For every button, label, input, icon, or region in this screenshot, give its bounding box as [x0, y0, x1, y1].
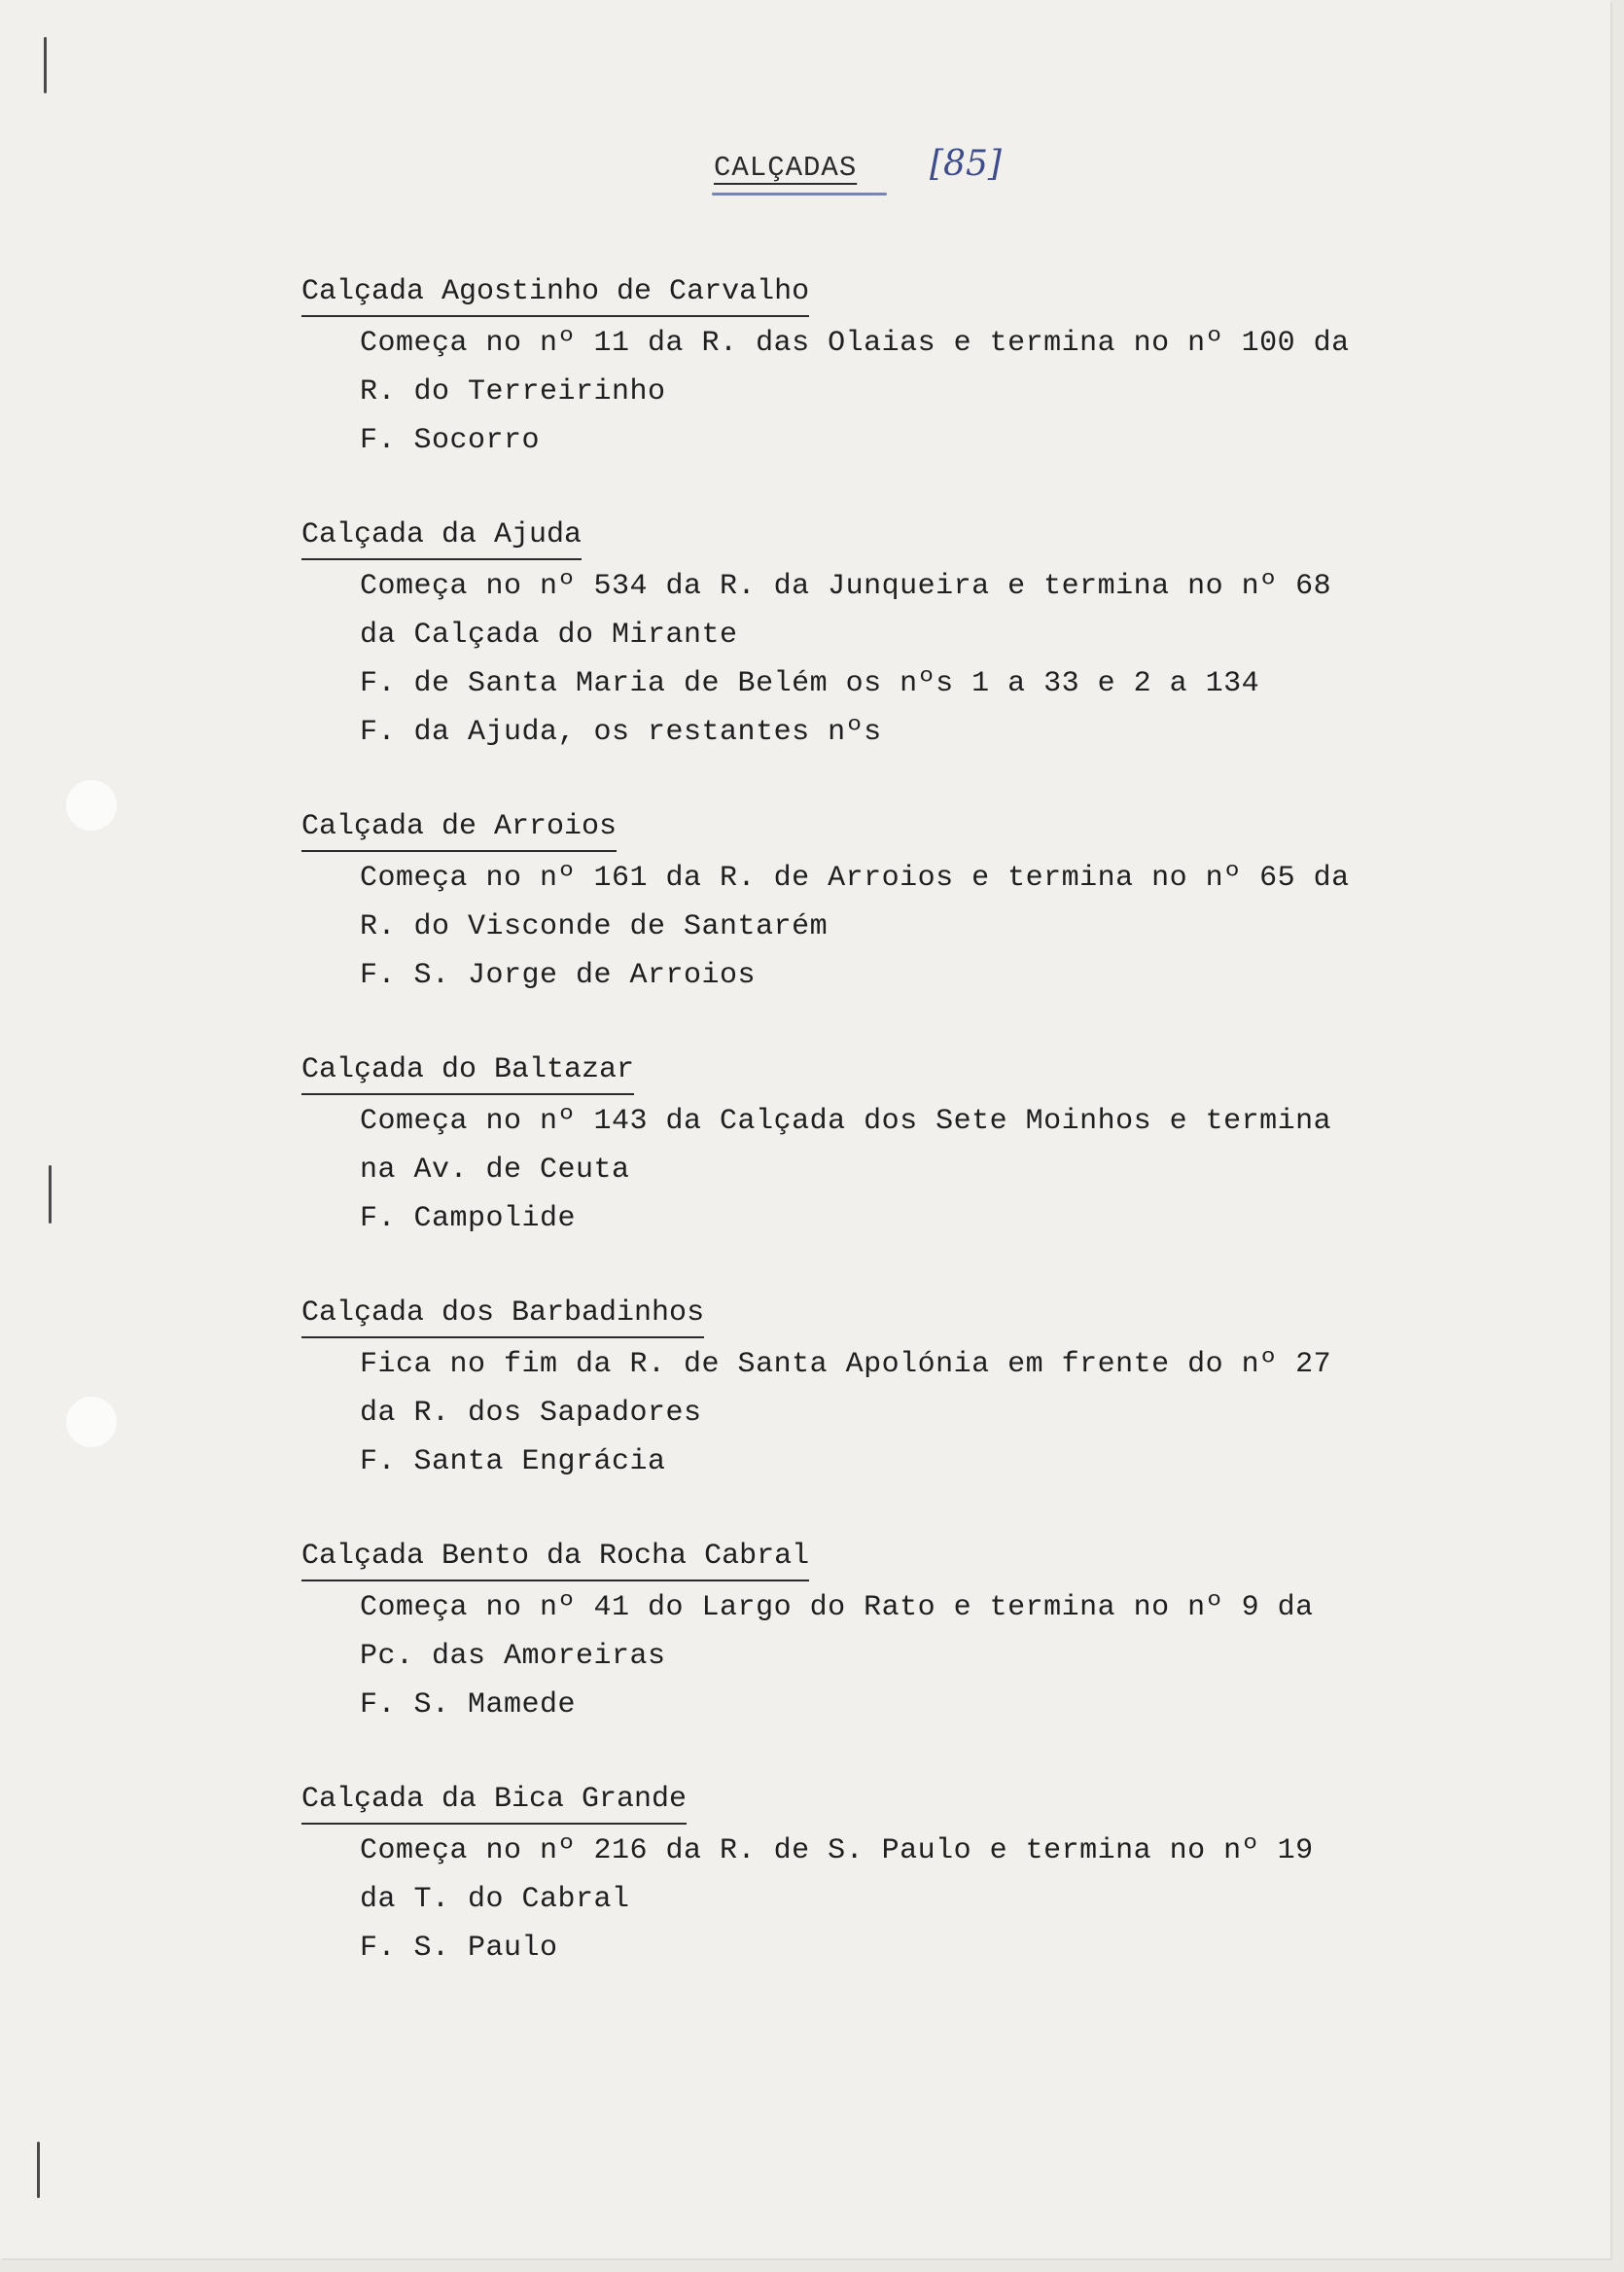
entry-title: Calçada Bento da Rocha Cabral [301, 1537, 809, 1581]
entry-line: Começa no nº 11 da R. das Olaias e termina no nº 100 da [360, 327, 1350, 360]
entry-line: R. do Terreirinho [360, 375, 666, 408]
entry [301, 272, 1350, 465]
entry-line: da Calçada do Mirante [360, 619, 738, 652]
entry [301, 1537, 1314, 1729]
page-number: [85] [930, 144, 1002, 184]
entry-line: Pc. das Amoreiras [360, 1640, 666, 1673]
entry-line: da R. dos Sapadores [360, 1397, 702, 1430]
entry-title: Calçada Agostinho de Carvalho [301, 272, 809, 317]
entry-title: Calçada dos Barbadinhos [301, 1294, 704, 1338]
entry-line: Fica no fim da R. de Santa Apolónia em frente do nº 27 [360, 1348, 1332, 1381]
entry-line: F. S. Jorge de Arroios [360, 959, 757, 992]
entry-line: da T. do Cabral [360, 1883, 630, 1916]
punch-hole-bottom [66, 1397, 117, 1447]
binding-mark-bottom [37, 2142, 40, 2198]
entry-title: Calçada da Bica Grande [301, 1780, 687, 1825]
entry [301, 515, 1331, 757]
entry-title: Calçada da Ajuda [301, 515, 582, 560]
entry [301, 1294, 1331, 1486]
entry-title: Calçada de Arroios [301, 807, 617, 852]
entry-line: F. da Ajuda, os restantes nºs [360, 716, 882, 749]
entry-line: R. do Visconde de Santarém [360, 910, 829, 943]
punch-hole-top [66, 780, 117, 831]
entry-line: Começa no nº 216 da R. de S. Paulo e termina no nº 19 [360, 1834, 1314, 1867]
binding-mark-middle [49, 1165, 52, 1224]
entry-line: F. S. Mamede [360, 1688, 577, 1722]
entry-line: F. Campolide [360, 1202, 577, 1235]
entry-line: Começa no nº 161 da R. de Arroios e termina no nº 65 da [360, 862, 1350, 895]
entry-line: F. Santa Engrácia [360, 1445, 666, 1478]
binding-mark-top [44, 37, 47, 93]
entry-line: Começa no nº 41 do Largo do Rato e termina no nº 9 da [360, 1591, 1314, 1624]
entry [301, 807, 1350, 1000]
entry-line: na Av. de Ceuta [360, 1154, 630, 1187]
entry-title: Calçada do Baltazar [301, 1050, 634, 1095]
entry [301, 1780, 1314, 1972]
entry-line: Começa no nº 534 da R. da Junqueira e termina no nº 68 [360, 570, 1332, 603]
entry [301, 1050, 1331, 1243]
entry-line: F. de Santa Maria de Belém os nºs 1 a 33 e 2 a 134 [360, 667, 1260, 700]
entry-line: F. S. Paulo [360, 1932, 558, 1965]
entry-line: Começa no nº 143 da Calçada dos Sete Moinhos e termina [360, 1105, 1332, 1138]
entry-line: F. Socorro [360, 424, 541, 457]
page-title: CALÇADAS [714, 152, 858, 184]
title-underline-mark [712, 193, 887, 195]
